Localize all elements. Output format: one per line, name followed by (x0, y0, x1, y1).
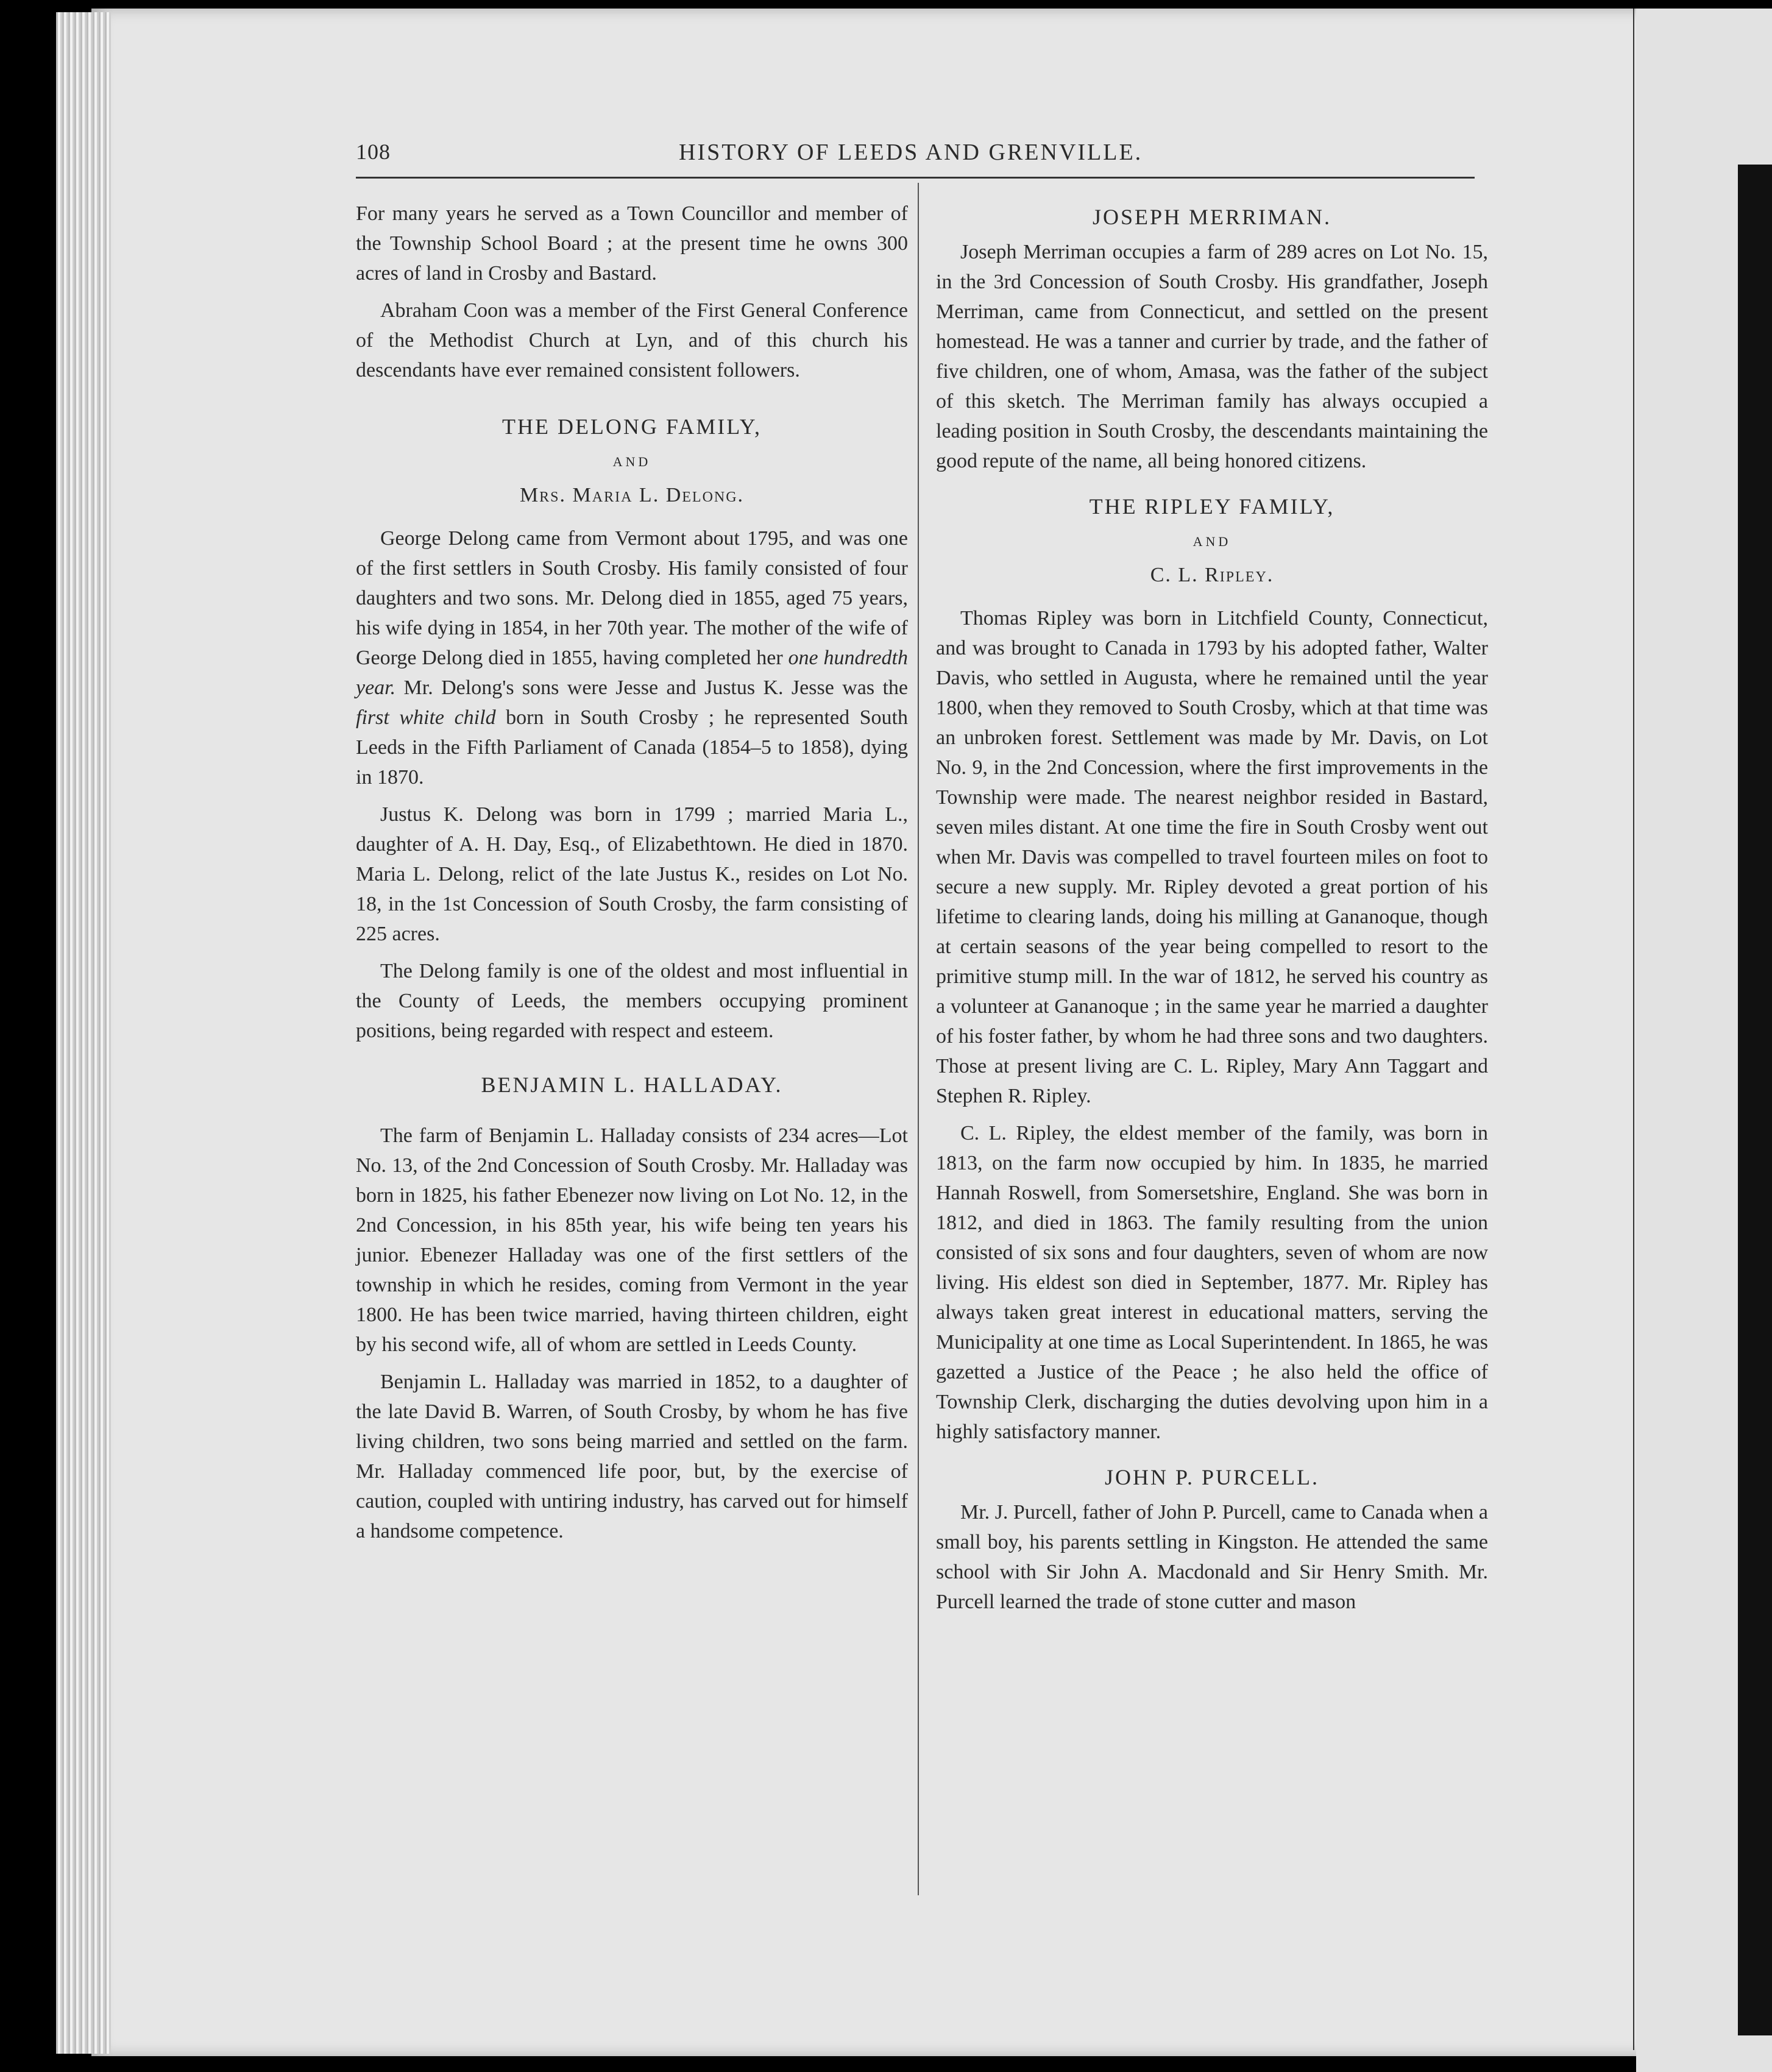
section-and: AND (612, 454, 651, 469)
paragraph: George Delong came from Vermont about 1795, and was one of the first settlers in South Crosby. His family consisted of four daughters and two sons. Mr. Delong died in 1855, aged 75 years, his wife dying in 1854, in her 70th year. The mother of the wife of George Delong died in 1855, having completed her one hundredth year. Mr. Delong's sons were Jesse and Justus K. Jesse was the first white child born in South Crosby ; he represented South Leeds in the Fifth Parliament of Canada (1854–5 to 1858), dying in 1870. (356, 527, 908, 789)
page-number: 108 (356, 140, 391, 164)
paragraph: The farm of Benjamin L. Halladay consists of 234 acres—Lot No. 13, of the 2nd Concession of South Crosby. Mr. Halladay was born in 1825, his father Ebenezer now living on Lot No. 12, in the 2nd Concession, in his 85th year, his wife being ten years his junior. Ebenezer Halladay was one of the first settlers of the township in which he resides, coming from Vermont in the year 1800. He has been twice married, having thirteen children, eight by his second wife, all of whom are settled in Leeds County. (356, 1124, 908, 1356)
right-column (936, 199, 1488, 1624)
section-and: AND (1193, 534, 1232, 549)
section-subheading-delong: Mrs. Maria L. Delong. (519, 484, 745, 506)
section-heading-delong: THE DELONG FAMILY, (501, 414, 762, 439)
paragraph: Benjamin L. Halladay was married in 1852, to a daughter of the late David B. Warren, of South Crosby, by whom he has five living children, two sons being married and settled on the farm. Mr. Halladay commenced life poor, but, by the exercise of caution, coupled with untiring industry, has carved out for himself a handsome competence. (356, 1371, 908, 1542)
paragraph: Joseph Merriman occupies a farm of 289 acres on Lot No. 15, in the 3rd Concession of South Crosby. His grandfather, Joseph Merriman, came from Connecticut, and settled on the present homestead. He was a tanner and currier by trade, and the father of five children, one of whom, Amasa, was the father of the subject of this sketch. The Merriman family has always occupied a leading position in South Crosby, the descendants maintaining the good repute of the name, all being honored citizens. (936, 241, 1488, 472)
page-edges (56, 12, 111, 2054)
page-header (356, 139, 1475, 176)
section-heading-halladay: BENJAMIN L. HALLADAY. (481, 1073, 783, 1097)
paragraph: For many years he served as a Town Councillor and member of the Township School Board ; at the present time he owns 300 acres of land in Crosby and Bastard. (356, 202, 908, 285)
column-divider (918, 183, 919, 1895)
facing-page-shadow (1738, 165, 1772, 2035)
page-gutter (1633, 9, 1634, 2050)
paragraph: Mr. J. Purcell, father of John P. Purcell, came to Canada when a small boy, his parents settling in Kingston. He attended the same school with Sir John A. Macdonald and Sir Henry Smith. Mr. Purcell learned the trade of stone cutter and mason (936, 1501, 1488, 1613)
running-title: HISTORY OF LEEDS AND GRENVILLE. (679, 140, 1143, 165)
paragraph: Abraham Coon was a member of the First General Conference of the Methodist Church at Lyn, and of this church his descendants have ever remained consistent followers. (356, 299, 908, 381)
section-heading-merriman: JOSEPH MERRIMAN. (1092, 205, 1332, 229)
left-column (356, 199, 908, 1553)
paragraph: Justus K. Delong was born in 1799 ; married Maria L., daughter of A. H. Day, Esq., of Elizabethtown. He died in 1870. Maria L. Delong, relict of the late Justus K., resides on Lot No. 18, in the 1st Concession of South Crosby, the farm consisting of 225 acres. (356, 803, 908, 945)
header-rule (356, 177, 1475, 179)
paragraph: C. L. Ripley, the eldest member of the family, was born in 1813, on the farm now occupied by him. In 1835, he married Hannah Roswell, from Somersetshire, England. She was born in 1812, and died in 1863. The family resulting from the union consisted of six sons and four daughters, seven of whom are now living. His eldest son died in September, 1877. Mr. Ripley has always taken great interest in educational matters, serving the Municipality at one time as Local Superintendent. In 1865, he was gazetted a Justice of the Peace ; he also held the office of Township Clerk, discharging the duties devolving upon him in a highly satisfactory manner. (936, 1122, 1488, 1443)
section-heading-purcell: JOHN P. PURCELL. (1104, 1465, 1320, 1489)
section-subheading-ripley: C. L. Ripley. (1150, 564, 1274, 586)
paragraph: The Delong family is one of the oldest and most influential in the County of Leeds, the members occupying prominent positions, being regarded with respect and esteem. (356, 960, 908, 1042)
section-heading-ripley: THE RIPLEY FAMILY, (1089, 494, 1335, 519)
paragraph: Thomas Ripley was born in Litchfield County, Connecticut, and was brought to Canada in 1793 by his adopted father, Walter Davis, who settled in Augusta, where he remained until the year 1800, when they removed to South Crosby, which at that time was an unbroken forest. Settlement was made by Mr. Davis, on Lot No. 9, in the 2nd Concession, where the first improvements in the Township were made. The nearest neighbor resided in Bastard, seven miles distant. At one time the fire in South Crosby went out when Mr. Davis was compelled to travel fourteen miles on foot to secure a new supply. Mr. Ripley devoted a great portion of his lifetime to clearing lands, doing his milling at Gananoque, though at certain seasons of the year being compelled to resort to the primitive stump mill. In the war of 1812, he served his country as a volunteer at Gananoque ; in the same year he married a daughter of his foster father, by whom he had three sons and two daughters. Those at present living are C. L. Ripley, Mary Ann Taggart and Stephen R. Ripley. (936, 607, 1488, 1107)
